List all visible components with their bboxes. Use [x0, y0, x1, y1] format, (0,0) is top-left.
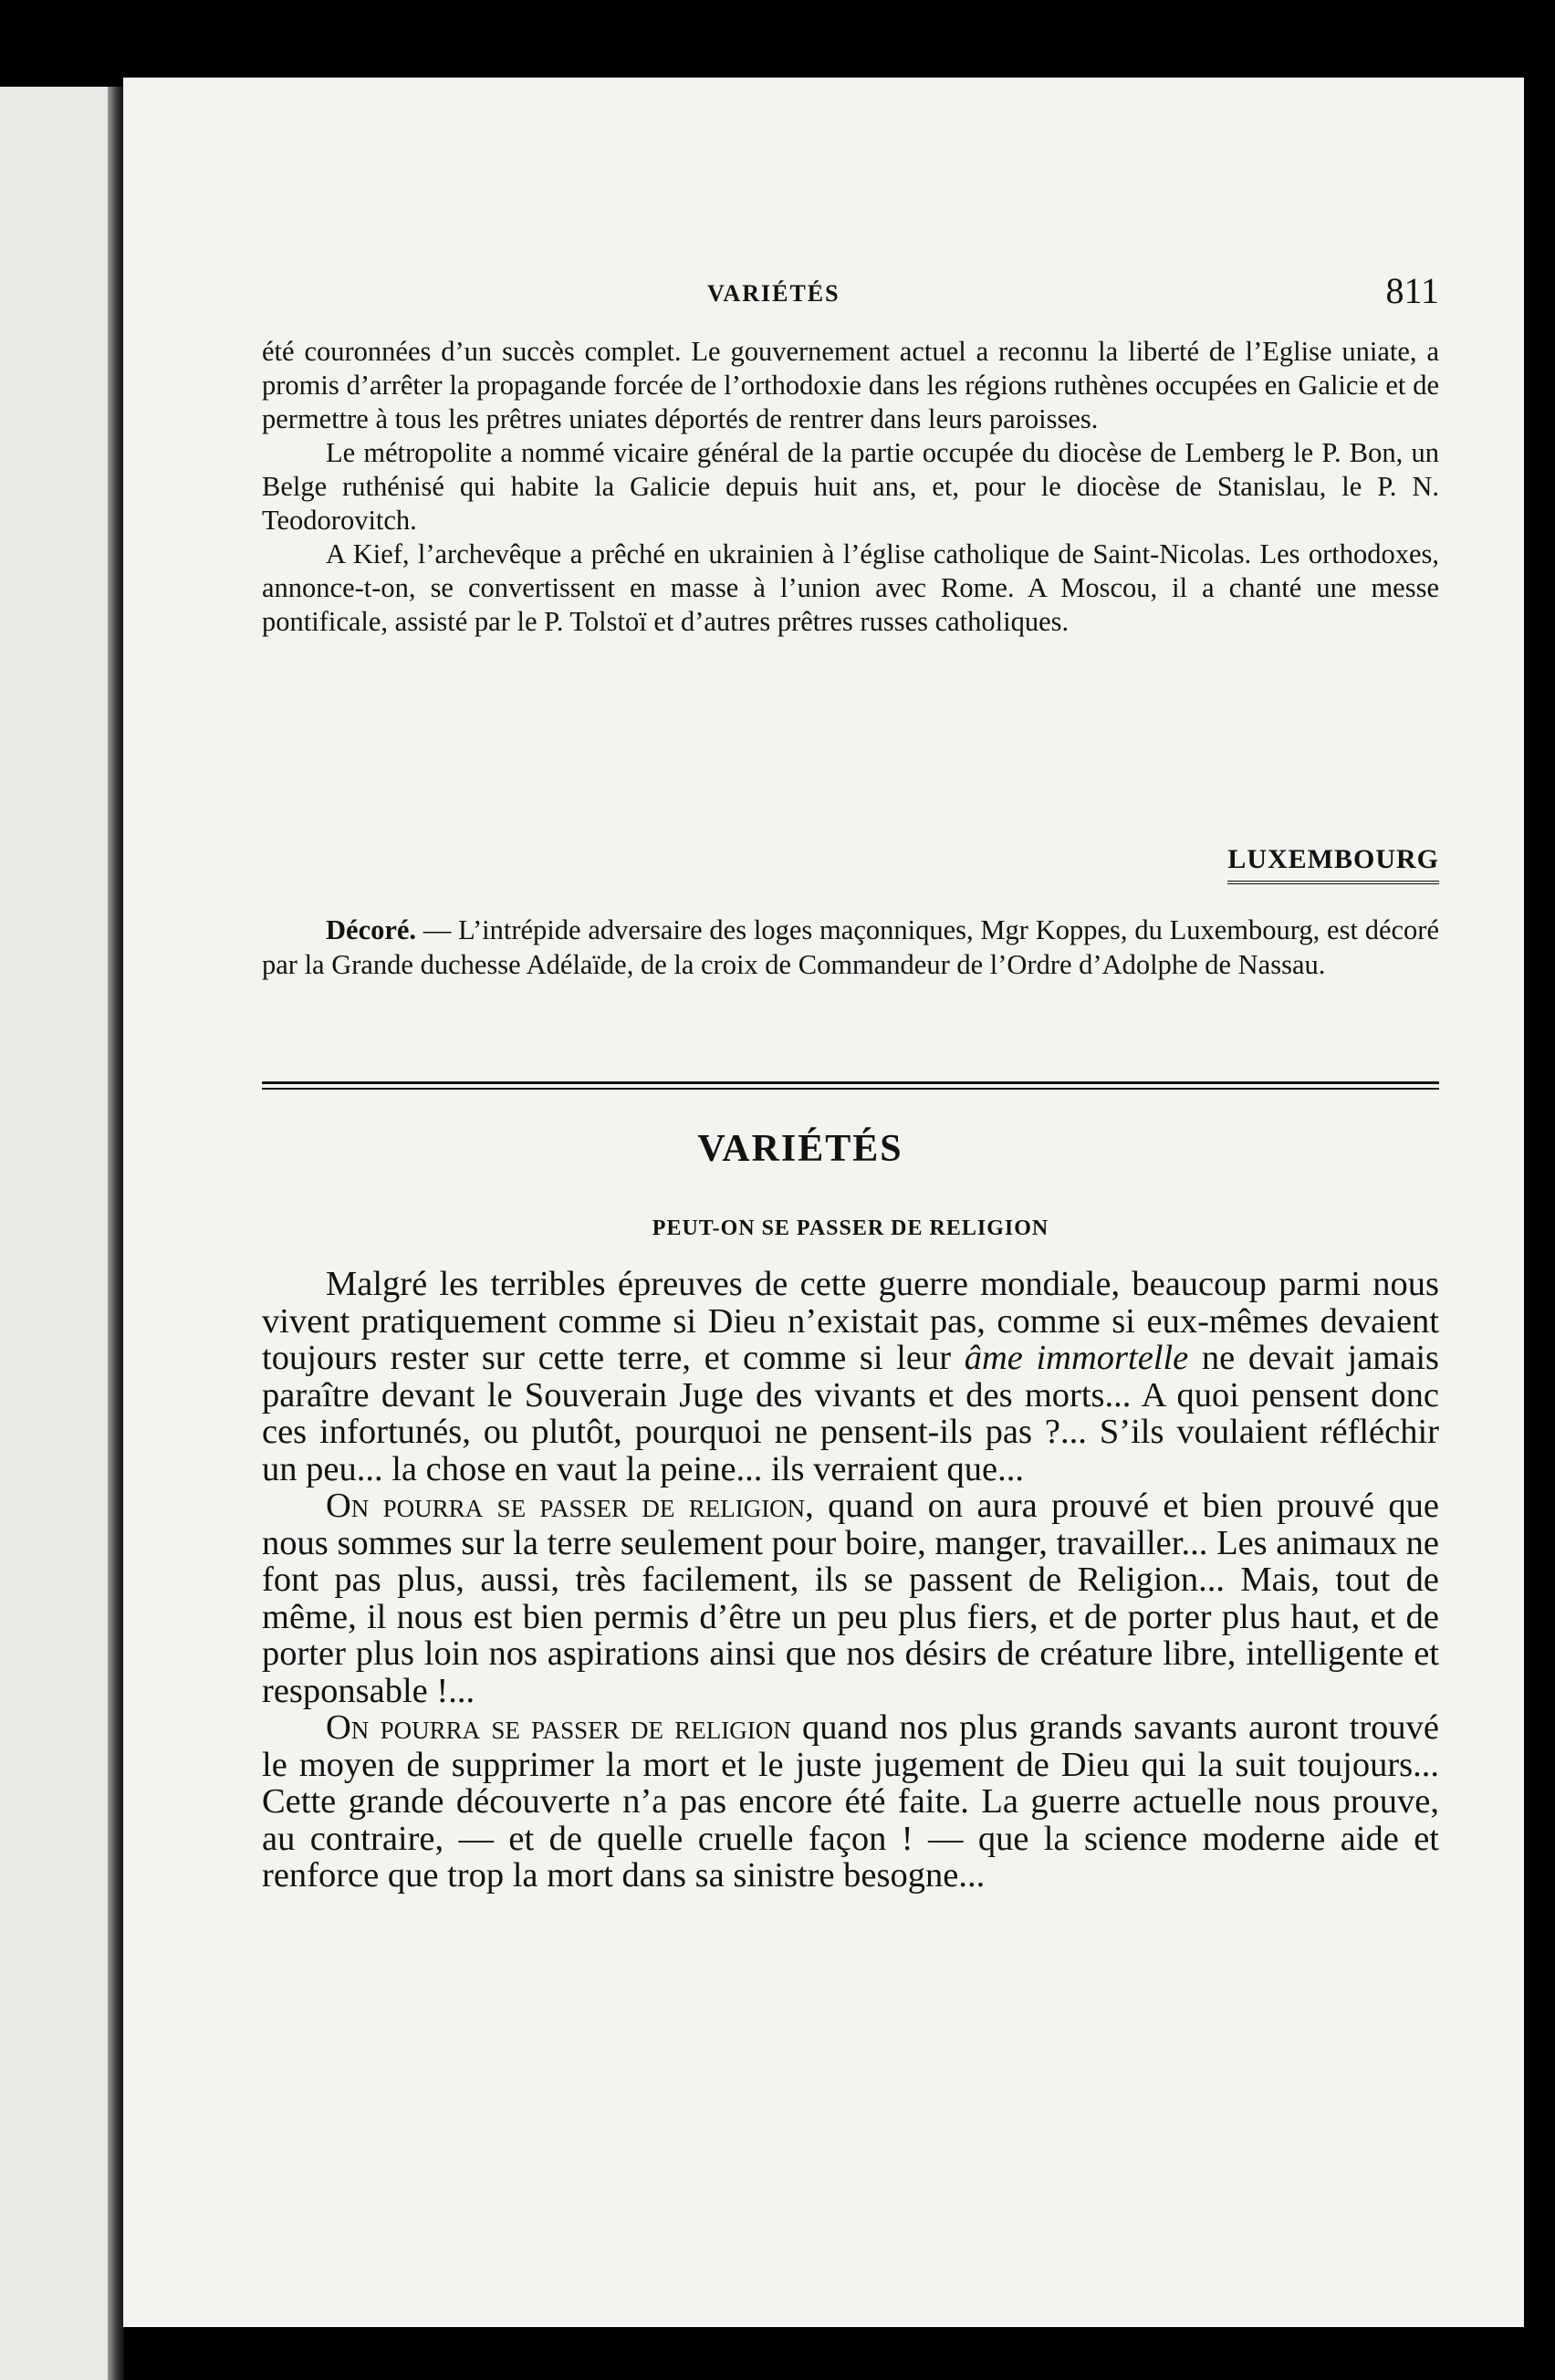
luxembourg-paragraph [262, 913, 1439, 982]
section-heading-luxembourg: LUXEMBOURG [1227, 844, 1439, 884]
article-title: PEUT-ON SE PASSER DE RELIGION [652, 1216, 1049, 1240]
text-run: ne devait jamais paraître devant le Souverain Juge des vivants et des morts... A quoi pensent donc ces infortunés, ou plutôt, pourquoi ne pensent-ils pas ?... S’ils voulaient réfléchir un peu... la chose en vaut la peine... ils verraient que... [262, 1339, 1440, 1488]
russia-section [262, 335, 1439, 639]
paragraph-lead: Décoré. [326, 914, 417, 945]
book-page [123, 78, 1524, 2327]
page-number: 811 [1385, 270, 1439, 311]
text-run: Malgré les terribles épreuves de cette guerre mondiale, beaucoup parmi nous vivent pratiquement comme si Dieu n’existait pas, comme si eux-mêmes devaient toujours rester sur cette terre, et comme si leur [262, 1265, 1439, 1377]
running-head [262, 269, 1439, 324]
paragraph [262, 1488, 1439, 1709]
facing-page-edge [0, 87, 114, 2380]
section-divider [262, 1081, 1439, 1090]
text-run: quand on aura prouvé et bien prouvé que nous sommes sur la terre seulement pour boire, manger, travailler... Les animaux ne font pas plus, aussi, très facilement, ils se passent de Religion... Mais, tout de même, il nous est bien permis d’être un peu plus fiers, et de porter plus haut, et de porter plus loin nos aspirations ainsi que nos désirs de créature libre, intelligente et responsable !... [262, 1487, 1440, 1710]
small-caps-lead: On pourra se passer de religion, [326, 1487, 814, 1525]
paragraph: Le métropolite a nommé vicaire général de la partie occupée du diocèse de Lemberg le P. Bon, un Belge ruthénisé qui habite la Galicie depuis huit ans, et, pour le diocèse de Stanislau, le P. N. Teodorovitch. [262, 437, 1439, 536]
article-body [262, 1266, 1439, 1895]
emphasis: âme immortelle [964, 1339, 1189, 1377]
running-title: VARIÉTÉS [707, 280, 840, 307]
book-gutter [108, 87, 124, 2380]
paragraph-text: — L’intrépide adversaire des loges maçonniques, Mgr Koppes, du Luxembourg, est décoré par la Grande duchesse Adélaïde, de la croix de Commandeur de l’Ordre d’Adolphe de Nassau. [262, 914, 1439, 980]
paragraph [262, 1266, 1439, 1488]
paragraph: été couronnées d’un succès complet. Le gouvernement actuel a reconnu la liberté de l’Eglise uniate, a promis d’arrêter la propagande forcée de l’orthodoxie dans les régions ruthènes occupées en Galicie et de permettre à tous les prêtres uniates déportés de rentrer dans leurs paroisses. [262, 336, 1439, 434]
paragraph [262, 1709, 1439, 1895]
text-run: quand nos plus grands savants auront trouvé le moyen de supprimer la mort et le juste jugement de Dieu qui la suit toujours... Cette grande découverte n’a pas encore été faite. La guerre actuelle nous prouve, au contraire, — et de quelle cruelle façon ! — que la science moderne aide et renforce que trop la mort dans sa sinistre besogne... [262, 1708, 1439, 1895]
paragraph: A Kief, l’archevêque a prêché en ukrainien à l’église catholique de Saint-Nicolas. Les orthodoxes, annonce-t-on, se convertissent en masse à l’union avec Rome. A Moscou, il a chanté une messe pontificale, assisté par le P. Tolstoï et d’autres prêtres russes catholiques. [262, 538, 1439, 637]
article-section-title: VARIÉTÉS [697, 1128, 903, 1170]
small-caps-lead: On pourra se passer de religion [326, 1708, 791, 1747]
